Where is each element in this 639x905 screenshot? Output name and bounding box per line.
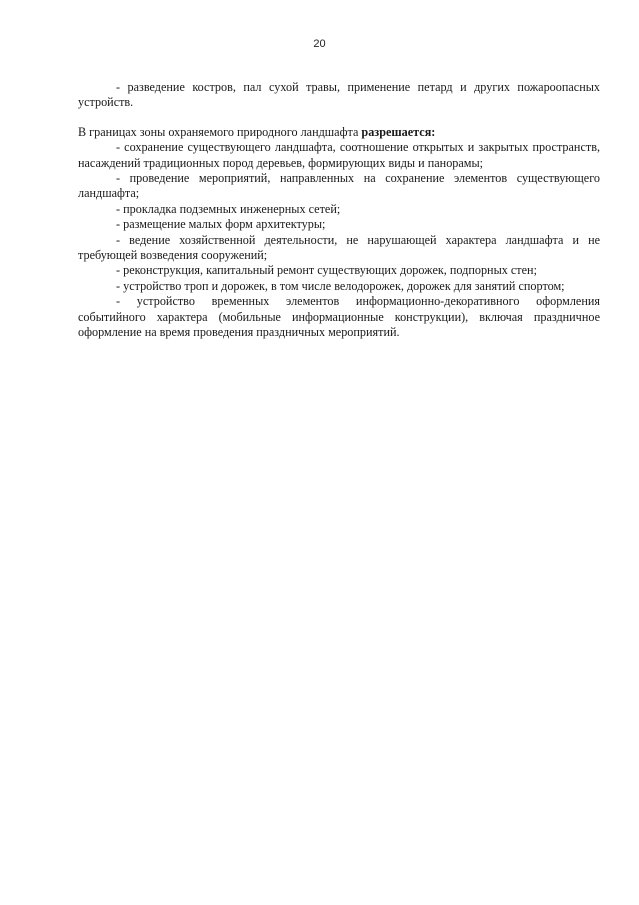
allowed-intro-text: В границах зоны охраняемого природного ландшафта (78, 124, 362, 139)
list-item-small-architecture: - размещение малых форм архитектуры; (116, 217, 326, 232)
list-item-underground-networks: - прокладка подземных инженерных сетей; (116, 201, 341, 216)
list-item-economic-activity: - ведение хозяйственной деятельности, не нарушающей характера ландшафта и не требующей возведения сооружений; (78, 232, 600, 263)
list-item-path-reconstruction: - реконструкция, капитальный ремонт существующих дорожек, подпорных стен; (116, 263, 537, 278)
page-number: 20 (313, 38, 326, 50)
list-item-landscape-measures: - проведение мероприятий, направленных на сохранение элементов существующего ландшафта; (78, 171, 600, 201)
paragraph-prohibited-fire: - разведение костров, пал сухой травы, применение петард и других пожароопасных устройств. (78, 80, 600, 110)
document-body (78, 80, 600, 341)
list-item-temporary-decoration: - устройство временных элементов информационно-декоративного оформления событийного характера (мобильные информационные конструкции), включая праздничное оформление на время проведения праздничных мероприятий. (78, 294, 600, 340)
paragraph-allowed-intro (78, 125, 600, 140)
allowed-intro-bold: разрешается: (361, 124, 436, 139)
list-item-trails-and-paths: - устройство троп и дорожек, в том числе велодорожек, дорожек для занятий спортом; (116, 278, 565, 293)
list-item-landscape-preservation: - сохранение существующего ландшафта, соотношение открытых и закрытых пространств, насаждений традиционных пород деревьев, формирующих виды и панорамы; (78, 140, 600, 170)
